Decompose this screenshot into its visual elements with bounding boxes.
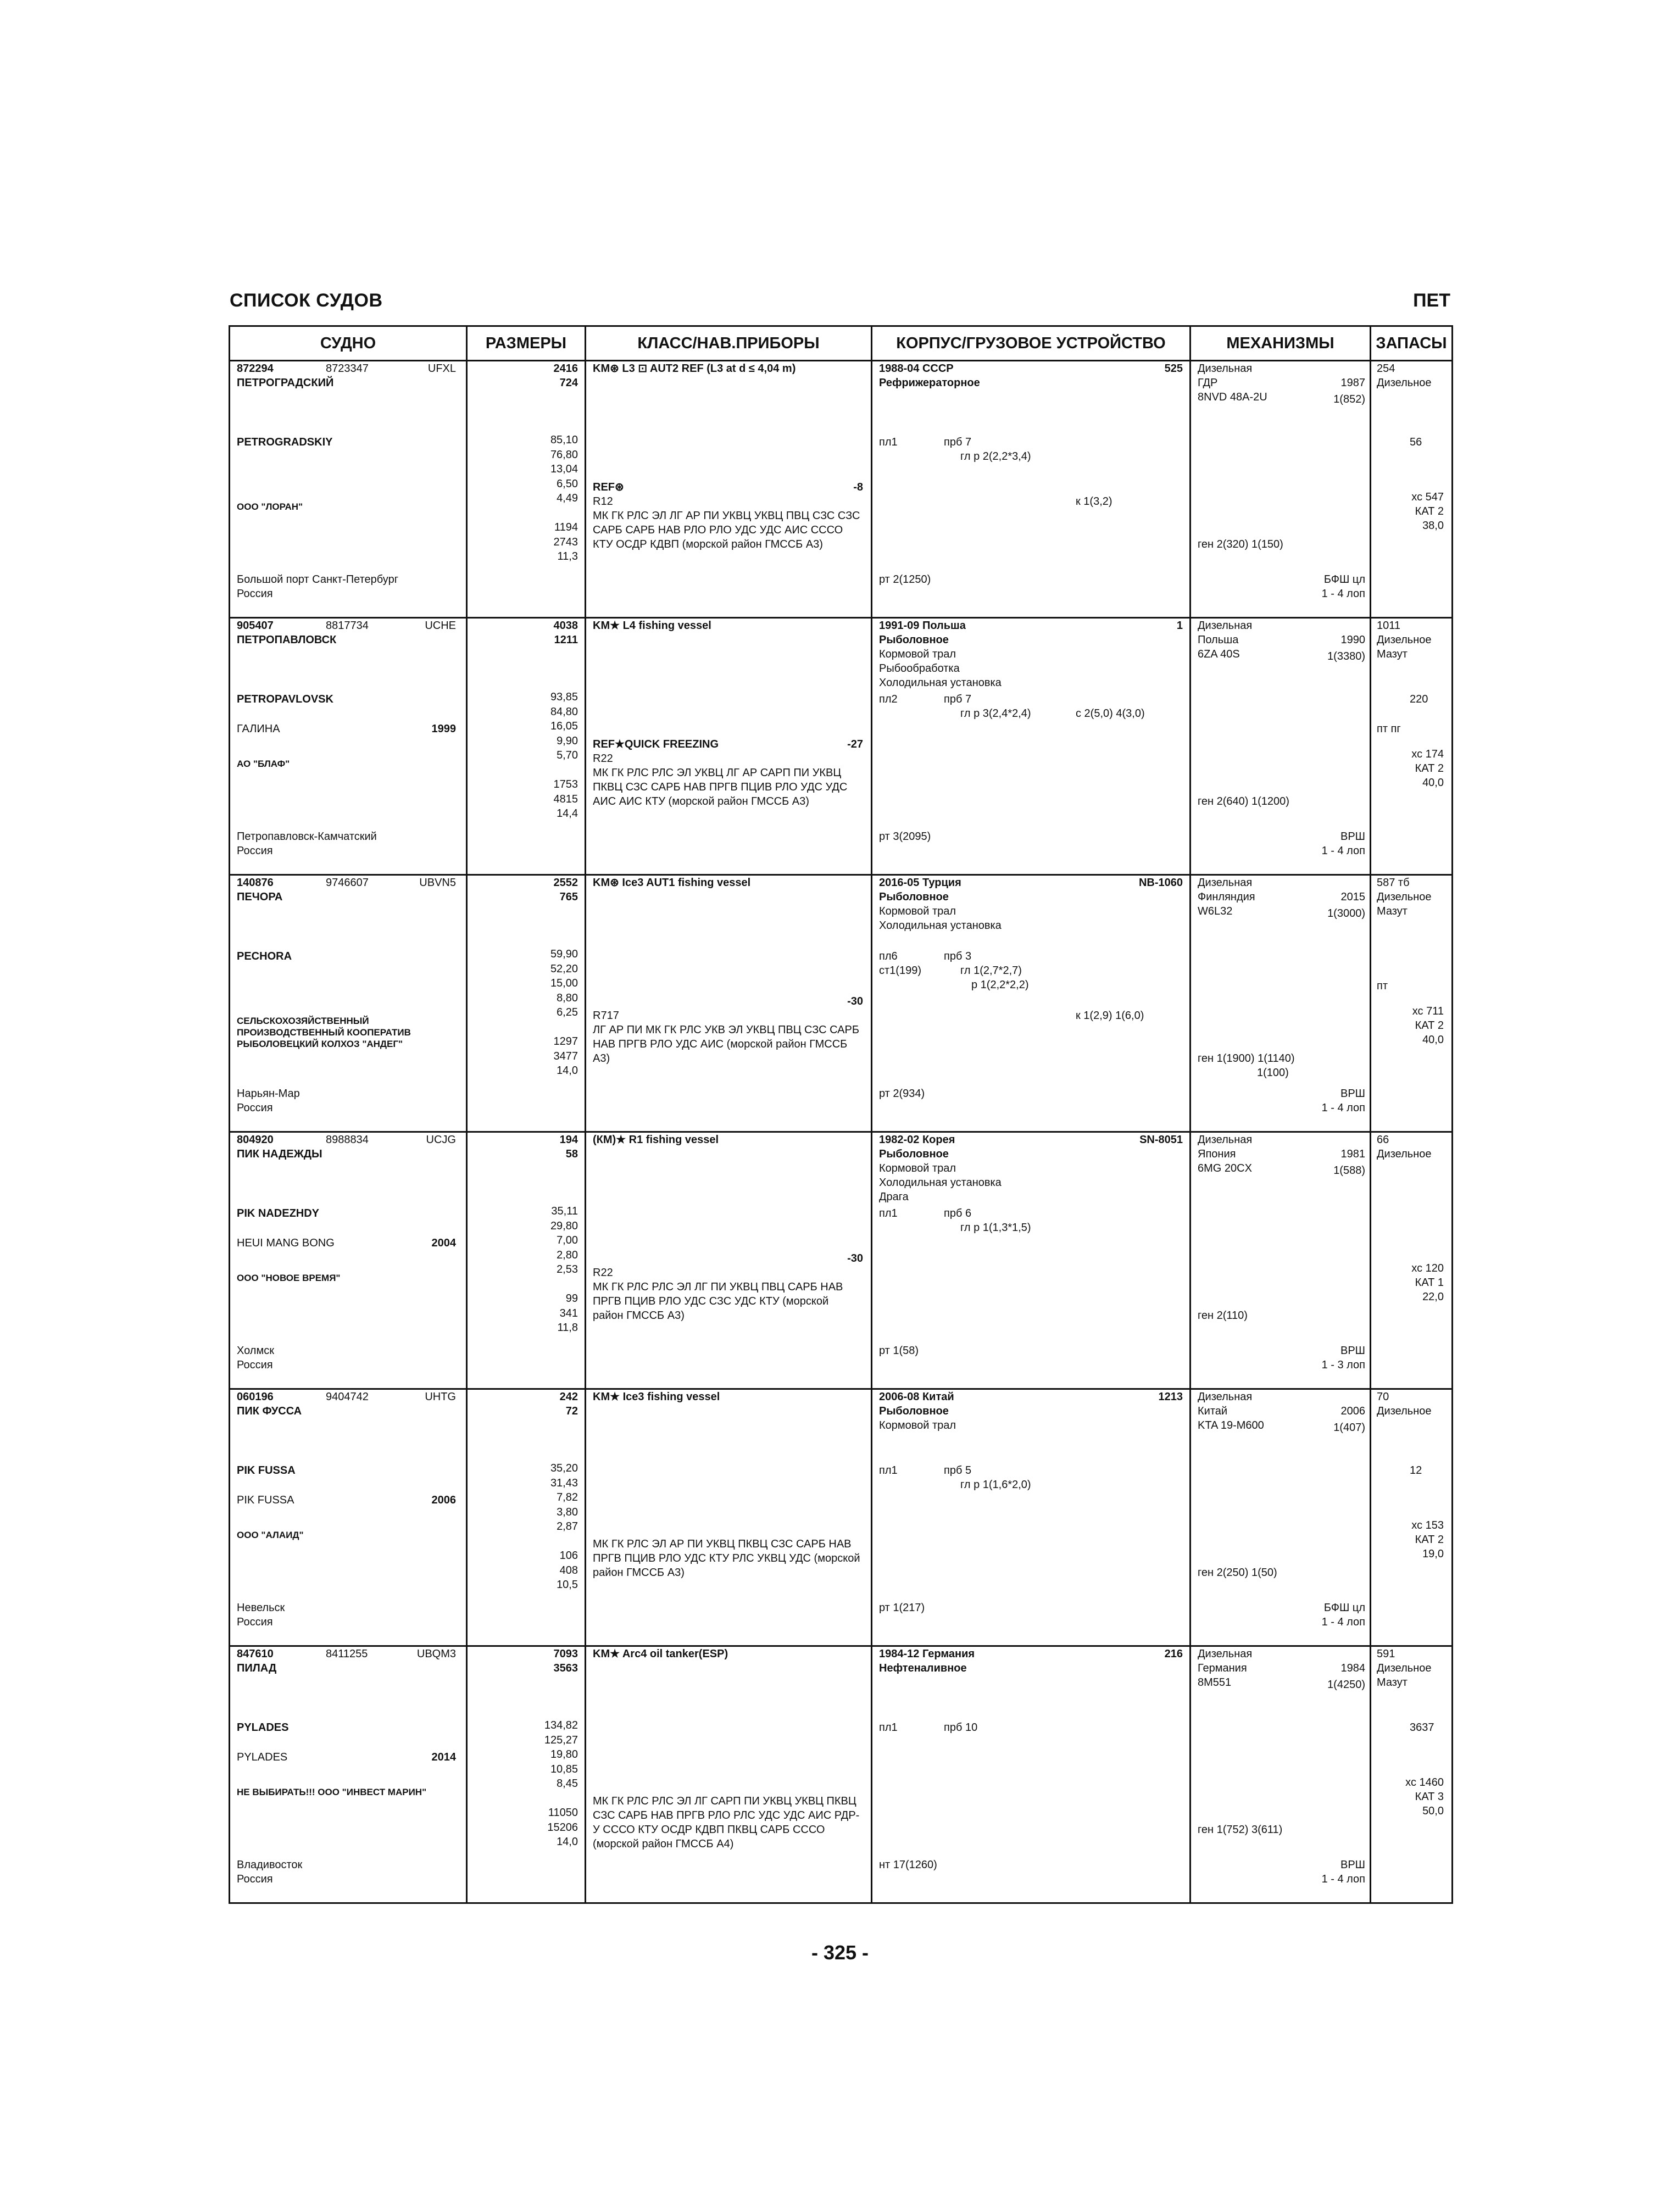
boilers: к 1(2,9) 1(6,0)	[1076, 1010, 1144, 1022]
fuel-type: Дизельное	[1377, 1405, 1432, 1417]
yard-number: 1	[1176, 620, 1183, 632]
reserves-cell	[1371, 361, 1453, 618]
engine-power: 1(588)	[1333, 1165, 1365, 1177]
machinery-cell	[1191, 1132, 1371, 1389]
hull-equipment: Кормовой трал Рыбообработка Холодильная установка	[879, 648, 1002, 689]
table-header	[230, 326, 1453, 361]
reg-number: 804920	[237, 1134, 274, 1146]
refrigeration-temp: -8	[853, 481, 863, 493]
engine-type: Дизельная	[1198, 877, 1253, 889]
class-notation: KM★ Arc4 oil tanker(ESP)	[593, 1648, 728, 1660]
propeller-blades: 1 - 4 лоп	[1321, 1616, 1365, 1628]
yard-number: NB-1060	[1138, 877, 1183, 889]
build-info: 1988-04 СССР	[879, 363, 954, 375]
col-dimensions: РАЗМЕРЫ	[467, 326, 586, 361]
hold-capacity: хс 120	[1411, 1262, 1444, 1274]
hatches: прб 5	[944, 1464, 972, 1477]
engine-country: Япония	[1198, 1148, 1236, 1160]
holds: пл1	[879, 1464, 898, 1477]
dimensions-cell	[467, 618, 586, 875]
call-sign: UHTG	[425, 1391, 456, 1403]
page-title: СПИСОК СУДОВ	[230, 290, 383, 311]
net-tonnage: 58	[565, 1148, 578, 1160]
former-name: PIK FUSSA	[237, 1494, 294, 1506]
generators: ген 2(110)	[1198, 1310, 1248, 1322]
class-notation: KM⊛ L3 ⊡ AUT2 REF (L3 at d ≤ 4,04 m)	[593, 363, 796, 375]
class-cell	[586, 618, 872, 875]
dimension-list: 85,10 76,80 13,04 6,50 4,49 1194 2743 11,3	[550, 434, 578, 562]
class-notation: KM★ L4 fishing vessel	[593, 620, 711, 632]
ship-type: Рефрижераторное	[879, 377, 980, 389]
engine-year: 1987	[1340, 377, 1365, 389]
hull-equipment: Кормовой трал Холодильная установка Драга	[879, 1162, 1002, 1203]
propeller-blades: 1 - 4 лоп	[1321, 1873, 1365, 1885]
gross-tonnage: 242	[559, 1391, 578, 1403]
cranes: гл р 3(2,4*2,4)	[960, 708, 1031, 720]
vessel-cell	[230, 1132, 467, 1389]
refrigeration-temp: -30	[847, 995, 863, 1007]
former-name: PYLADES	[237, 1751, 288, 1763]
propeller: ВРШ	[1340, 1088, 1365, 1100]
ship-name-latin: PIK FUSSA	[237, 1464, 296, 1477]
fuel-type: Дизельное Мазут	[1377, 891, 1432, 917]
category: КАТ 1	[1415, 1277, 1444, 1289]
engine-type: Дизельная	[1198, 1391, 1253, 1403]
flag-country: Россия	[237, 845, 273, 857]
vessel-cell	[230, 618, 467, 875]
dimension-list: 93,85 84,80 16,05 9,90 5,70 1753 4815 14,4	[550, 691, 578, 820]
generators: ген 1(1900) 1(1140)	[1198, 1052, 1295, 1065]
propeller: ВРШ	[1340, 1859, 1365, 1871]
propeller: ВРШ	[1340, 831, 1365, 843]
ship-row	[230, 875, 1453, 1132]
home-port: Невельск	[237, 1602, 285, 1614]
built-year: 2004	[431, 1237, 456, 1249]
section-label: ПЕТ	[1413, 290, 1450, 311]
cranes: гл р 2(2,2*3,4)	[960, 450, 1031, 463]
refrigeration-class: REF★QUICK FREEZING	[593, 738, 719, 750]
engine-type: Дизельная	[1198, 1648, 1253, 1660]
endurance: 40,0	[1422, 777, 1444, 789]
vessel-cell	[230, 1389, 467, 1646]
flag-country: Россия	[237, 1616, 273, 1628]
home-port: Петропавловск-Камчатский	[237, 831, 377, 843]
nav-equipment: МК ГК РЛС РЛС ЭЛ ЛГ ПИ УКВЦ ПВЦ САРБ НАВ ПРГВ ПЦИВ РЛО УДС СЗС УДС КТУ (морской район ГМССБ А3)	[593, 1281, 843, 1322]
ship-type: Рыболовное	[879, 1148, 949, 1160]
cranes-extra: р 1(2,2*2,2)	[971, 979, 1029, 991]
machinery-cell	[1191, 875, 1371, 1132]
endurance: 38,0	[1422, 520, 1444, 532]
engine-model: 6MG 20CX	[1198, 1162, 1252, 1174]
endurance: 50,0	[1422, 1805, 1444, 1817]
gross-tonnage: 2552	[553, 877, 578, 889]
refrigeration-temp: -27	[847, 738, 863, 750]
cargo-gear: нт 17(1260)	[879, 1859, 937, 1871]
yard-number: 216	[1164, 1648, 1183, 1660]
engine-model: KTA 19-M600	[1198, 1419, 1264, 1431]
fuel-type: Дизельное Мазут	[1377, 634, 1432, 660]
net-tonnage: 765	[559, 891, 578, 903]
hold-capacity: хс 174	[1411, 748, 1444, 760]
engine-year: 1984	[1340, 1662, 1365, 1674]
holds: пл1	[879, 436, 898, 448]
ship-row	[230, 1646, 1453, 1903]
col-class: КЛАСС/НАВ.ПРИБОРЫ	[586, 326, 872, 361]
dimension-list: 35,11 29,80 7,00 2,80 2,53 99 341 11,8	[550, 1205, 578, 1334]
net-tonnage: 72	[565, 1405, 578, 1417]
ship-name-latin: PIK NADEZHDY	[237, 1207, 320, 1219]
fuel-capacity: 66	[1377, 1134, 1389, 1146]
build-info: 1991-09 Польша	[879, 620, 966, 632]
engine-country: Германия	[1198, 1662, 1247, 1674]
imo-number: 9746607	[326, 877, 369, 889]
home-port: Большой порт Санкт-Петербург	[237, 573, 399, 586]
ship-owner: ООО "АЛАИД"	[237, 1530, 304, 1540]
col-reserves: ЗАПАСЫ	[1371, 326, 1453, 361]
ships-table	[229, 325, 1453, 1904]
generators: ген 2(250) 1(50)	[1198, 1567, 1277, 1579]
cranes: гл р 1(1,6*2,0)	[960, 1479, 1031, 1491]
reg-number: 140876	[237, 877, 274, 889]
engine-country: Финляндия	[1198, 891, 1255, 903]
ship-owner: СЕЛЬСКОХОЗЯЙСТВЕННЫЙ ПРОИЗВОДСТВЕННЫЙ КООПЕРАТИВ РЫБОЛОВЕЦКИЙ КОЛХОЗ "АНДЕГ"	[237, 1016, 411, 1049]
hull-equipment: Кормовой трал Холодильная установка	[879, 905, 1002, 932]
dimensions-cell	[467, 1132, 586, 1389]
hull-cell	[872, 1132, 1191, 1389]
dimension-list: 134,82 125,27 19,80 10,85 8,45 11050 15206 14,0	[544, 1719, 578, 1848]
boilers: к 1(3,2)	[1076, 495, 1112, 508]
refrigerant: R12	[593, 495, 613, 508]
dimension-list: 35,20 31,43 7,82 3,80 2,87 106 408 10,5	[550, 1462, 578, 1591]
call-sign: UCHE	[425, 620, 456, 632]
cranes: гл р 1(1,3*1,5)	[960, 1222, 1031, 1234]
call-sign: UCJG	[426, 1134, 456, 1146]
nav-equipment: МК ГК РЛС ЭЛ ЛГ АР ПИ УКВЦ УКВЦ ПВЦ СЗС СЗС САРБ САРБ НАВ РЛО РЛО УДС УДС АИС СССО КТУ ОСДР КДВП (морской район ГМССБ А3)	[593, 510, 860, 550]
hull-cell	[872, 1389, 1191, 1646]
class-cell	[586, 1132, 872, 1389]
engine-country: ГДР	[1198, 377, 1218, 389]
fuel-capacity: 587 тб	[1377, 877, 1410, 889]
hatches: прб 6	[944, 1207, 972, 1219]
engine-country: Польша	[1198, 634, 1239, 646]
cargo-gear: рт 2(1250)	[879, 573, 931, 586]
refrigerant: R717	[593, 1010, 619, 1022]
reserves-cell	[1371, 875, 1453, 1132]
refrigeration-temp: -30	[847, 1252, 863, 1264]
cargo-gear: рт 2(934)	[879, 1088, 925, 1100]
fuel-type: Дизельное	[1377, 1148, 1432, 1160]
ship-name: ПЕЧОРА	[237, 891, 283, 903]
cargo-gear: рт 1(58)	[879, 1345, 919, 1357]
page-number: - 325 -	[811, 1941, 869, 1964]
endurance: 22,0	[1422, 1291, 1444, 1303]
fresh-water: 56	[1410, 436, 1422, 448]
engine-power: 1(852)	[1333, 393, 1365, 405]
built-year: 2006	[431, 1494, 456, 1506]
yard-number: SN-8051	[1139, 1134, 1183, 1146]
hatches: прб 7	[944, 693, 972, 705]
fresh-water: 12	[1410, 1464, 1422, 1477]
generators-extra: 1(100)	[1257, 1067, 1289, 1079]
home-port: Владивосток	[237, 1859, 303, 1871]
stern-ramp: ст1(199)	[879, 965, 921, 977]
dimensions-cell	[467, 1646, 586, 1903]
flag-country: Россия	[237, 1102, 273, 1114]
class-cell	[586, 361, 872, 618]
holds: пл2	[879, 693, 898, 705]
former-name: ГАЛИНА	[237, 723, 280, 735]
call-sign: UBVN5	[419, 877, 456, 889]
build-info: 1982-02 Корея	[879, 1134, 955, 1146]
ship-owner: ООО "ЛОРАН"	[237, 502, 303, 512]
ship-name-latin: PECHORA	[237, 950, 292, 962]
ship-row	[230, 1389, 1453, 1646]
gross-tonnage: 4038	[553, 620, 578, 632]
home-port: Холмск	[237, 1345, 274, 1357]
imo-number: 8817734	[326, 620, 369, 632]
class-cell	[586, 875, 872, 1132]
ship-name: ПЕТРОПАВЛОВСК	[237, 634, 337, 646]
ship-name: ПИК ФУССА	[237, 1405, 302, 1417]
ship-type: Рыболовное	[879, 634, 949, 646]
col-machinery: МЕХАНИЗМЫ	[1191, 326, 1371, 361]
reserves-cell	[1371, 1132, 1453, 1389]
propeller-blades: 1 - 3 лоп	[1321, 1359, 1365, 1371]
built-year: 1999	[431, 723, 456, 735]
class-cell	[586, 1389, 872, 1646]
dimension-list: 59,90 52,20 15,00 8,80 6,25 1297 3477 14,0	[550, 948, 578, 1077]
reserves-cell	[1371, 618, 1453, 875]
engine-model: 8NVD 48A-2U	[1198, 391, 1267, 403]
engine-power: 1(3380)	[1327, 650, 1365, 662]
dimensions-cell	[467, 1389, 586, 1646]
flag-country: Россия	[237, 588, 273, 600]
nav-equipment: ЛГ АР ПИ МК ГК РЛС УКВ ЭЛ УКВЦ ПВЦ СЗС САРБ НАВ ПРГВ РЛО УДС АИС (морской район ГМССБ А3)	[593, 1024, 859, 1065]
hold-capacity: хс 1460	[1405, 1776, 1444, 1789]
fuel-capacity: 254	[1377, 363, 1395, 375]
generators: ген 1(752) 3(611)	[1198, 1824, 1283, 1836]
ship-name-latin: PETROPAVLOVSK	[237, 693, 333, 705]
fuel-capacity: 1011	[1377, 620, 1401, 632]
ship-owner: НЕ ВЫБИРАТЬ!!! ООО "ИНВЕСТ МАРИН"	[237, 1787, 427, 1797]
col-hull: КОРПУС/ГРУЗОВОЕ УСТРОЙСТВО	[872, 326, 1191, 361]
nav-equipment: МК ГК РЛС РЛС ЭЛ ЛГ САРП ПИ УКВЦ УКВЦ ПКВЦ СЗС САРБ НАВ ПРГВ РЛО РЛС УДС УДС АИС РДР-У СССО КТУ ОСДР КДВП ПКВЦ САРБ СССО (морской район ГМССБ А4)	[593, 1795, 860, 1850]
fresh-water: 220	[1410, 693, 1428, 705]
hull-cell	[872, 361, 1191, 618]
propeller: БФШ цл	[1323, 1602, 1365, 1614]
fuel-type: Дизельное	[1377, 377, 1432, 389]
hatches: прб 3	[944, 950, 972, 962]
machinery-cell	[1191, 361, 1371, 618]
reg-number: 847610	[237, 1648, 274, 1660]
ship-name: ПЕТРОГРАДСКИЙ	[237, 377, 334, 389]
reg-number: 060196	[237, 1391, 274, 1403]
machinery-cell	[1191, 1646, 1371, 1903]
engine-model: W6L32	[1198, 905, 1233, 917]
gross-tonnage: 2416	[553, 363, 578, 375]
hull-cell	[872, 1646, 1191, 1903]
reserve-extra: пт	[1377, 980, 1388, 992]
separators: с 2(5,0) 4(3,0)	[1076, 708, 1145, 720]
ship-owner: АО "БЛАФ"	[237, 759, 290, 769]
engine-year: 2006	[1340, 1405, 1365, 1417]
endurance: 40,0	[1422, 1034, 1444, 1046]
class-notation: (КМ)★ R1 fishing vessel	[593, 1134, 719, 1146]
category: КАТ 2	[1415, 505, 1444, 517]
holds: пл1	[879, 1207, 898, 1219]
imo-number: 8723347	[326, 363, 369, 375]
imo-number: 8988834	[326, 1134, 369, 1146]
propeller-blades: 1 - 4 лоп	[1321, 588, 1365, 600]
ship-name: ПИЛАД	[237, 1662, 277, 1674]
gross-tonnage: 7093	[553, 1648, 578, 1660]
hold-capacity: хс 547	[1411, 491, 1444, 503]
former-name: HEUI MANG BONG	[237, 1237, 335, 1249]
category: КАТ 2	[1415, 1534, 1444, 1546]
nav-equipment: МК ГК РЛС ЭЛ АР ПИ УКВЦ ПКВЦ СЗС САРБ НАВ ПРГВ ПЦИВ РЛО УДС КТУ РЛС УКВЦ УДС (морской район ГМССБ А3)	[593, 1538, 860, 1579]
net-tonnage: 3563	[553, 1662, 578, 1674]
cranes: гл 1(2,7*2,7)	[960, 965, 1022, 977]
flag-country: Россия	[237, 1359, 273, 1371]
reg-number: 905407	[237, 620, 274, 632]
engine-year: 1990	[1340, 634, 1365, 646]
dimensions-cell	[467, 361, 586, 618]
net-tonnage: 1211	[554, 634, 578, 646]
nav-equipment: МК ГК РЛС РЛС ЭЛ УКВЦ ЛГ АР САРП ПИ УКВЦ ПКВЦ СЗС САРБ НАВ ПРГВ ПЦИВ РЛО УДС УДС АИС АИС КТУ (морской район ГМССБ А3)	[593, 767, 848, 807]
propeller: ВРШ	[1340, 1345, 1365, 1357]
engine-type: Дизельная	[1198, 620, 1253, 632]
refrigeration-class: REF⊛	[593, 481, 624, 493]
generators: ген 2(640) 1(1200)	[1198, 795, 1289, 807]
build-info: 2006-08 Китай	[879, 1391, 954, 1403]
engine-power: 1(407)	[1333, 1422, 1365, 1434]
engine-country: Китай	[1198, 1405, 1228, 1417]
hatches: прб 10	[944, 1722, 978, 1734]
fuel-type: Дизельное Мазут	[1377, 1662, 1432, 1689]
ship-row	[230, 1132, 1453, 1389]
yard-number: 525	[1164, 363, 1183, 375]
engine-power: 1(4250)	[1327, 1679, 1365, 1691]
imo-number: 9404742	[326, 1391, 369, 1403]
cargo-gear: рт 1(217)	[879, 1602, 925, 1614]
refrigerant: R22	[593, 1267, 613, 1279]
endurance: 19,0	[1422, 1548, 1444, 1560]
dimensions-cell	[467, 875, 586, 1132]
ship-name-latin: PYLADES	[237, 1722, 289, 1734]
gross-tonnage: 194	[559, 1134, 578, 1146]
ship-row	[230, 361, 1453, 618]
col-vessel: СУДНО	[230, 326, 467, 361]
refrigerant: R22	[593, 753, 613, 765]
vessel-cell	[230, 361, 467, 618]
engine-model: 6ZA 40S	[1198, 648, 1240, 660]
ship-type: Нефтеналивное	[879, 1662, 967, 1674]
build-info: 2016-05 Турция	[879, 877, 961, 889]
reg-number: 872294	[237, 363, 274, 375]
cargo-gear: рт 3(2095)	[879, 831, 931, 843]
engine-model: 8M551	[1198, 1676, 1232, 1689]
home-port: Нарьян-Мар	[237, 1088, 300, 1100]
vessel-cell	[230, 875, 467, 1132]
ship-name-latin: PETROGRADSKIY	[237, 436, 333, 448]
call-sign: UFXL	[427, 363, 456, 375]
reserve-extra: пт пг	[1377, 723, 1401, 735]
propeller-blades: 1 - 4 лоп	[1321, 845, 1365, 857]
class-notation: KM★ Ice3 fishing vessel	[593, 1391, 720, 1403]
propeller-blades: 1 - 4 лоп	[1321, 1102, 1365, 1114]
category: КАТ 2	[1415, 762, 1444, 775]
category: КАТ 3	[1415, 1791, 1444, 1803]
fuel-capacity: 591	[1377, 1648, 1395, 1660]
hatches: прб 7	[944, 436, 972, 448]
ship-type: Рыболовное	[879, 891, 949, 903]
holds: пл1	[879, 1722, 898, 1734]
engine-type: Дизельная	[1198, 363, 1253, 375]
ship-row	[230, 618, 1453, 875]
fuel-capacity: 70	[1377, 1391, 1389, 1403]
flag-country: Россия	[237, 1873, 273, 1885]
net-tonnage: 724	[559, 377, 578, 389]
category: КАТ 2	[1415, 1020, 1444, 1032]
engine-year: 2015	[1340, 891, 1365, 903]
hull-equipment: Кормовой трал	[879, 1419, 956, 1431]
fresh-water: 3637	[1410, 1722, 1434, 1734]
hold-capacity: хс 153	[1411, 1519, 1444, 1531]
machinery-cell	[1191, 1389, 1371, 1646]
ship-name: ПИК НАДЕЖДЫ	[237, 1148, 322, 1160]
ship-owner: ООО "НОВОЕ ВРЕМЯ"	[237, 1273, 341, 1283]
machinery-cell	[1191, 618, 1371, 875]
engine-year: 1981	[1340, 1148, 1365, 1160]
vessel-cell	[230, 1646, 467, 1903]
hull-cell	[872, 875, 1191, 1132]
ship-type: Рыболовное	[879, 1405, 949, 1417]
propeller: БФШ цл	[1323, 573, 1365, 586]
built-year: 2014	[431, 1751, 456, 1763]
call-sign: UBQM3	[416, 1648, 456, 1660]
hull-cell	[872, 618, 1191, 875]
engine-power: 1(3000)	[1327, 907, 1365, 920]
yard-number: 1213	[1158, 1391, 1183, 1403]
reserves-cell	[1371, 1646, 1453, 1903]
generators: ген 2(320) 1(150)	[1198, 538, 1283, 550]
reserves-cell	[1371, 1389, 1453, 1646]
engine-type: Дизельная	[1198, 1134, 1253, 1146]
class-notation: KM⊛ Ice3 AUT1 fishing vessel	[593, 877, 751, 889]
build-info: 1984-12 Германия	[879, 1648, 975, 1660]
hold-capacity: хс 711	[1412, 1005, 1444, 1017]
imo-number: 8411255	[326, 1648, 368, 1660]
class-cell	[586, 1646, 872, 1903]
holds: пл6	[879, 950, 898, 962]
